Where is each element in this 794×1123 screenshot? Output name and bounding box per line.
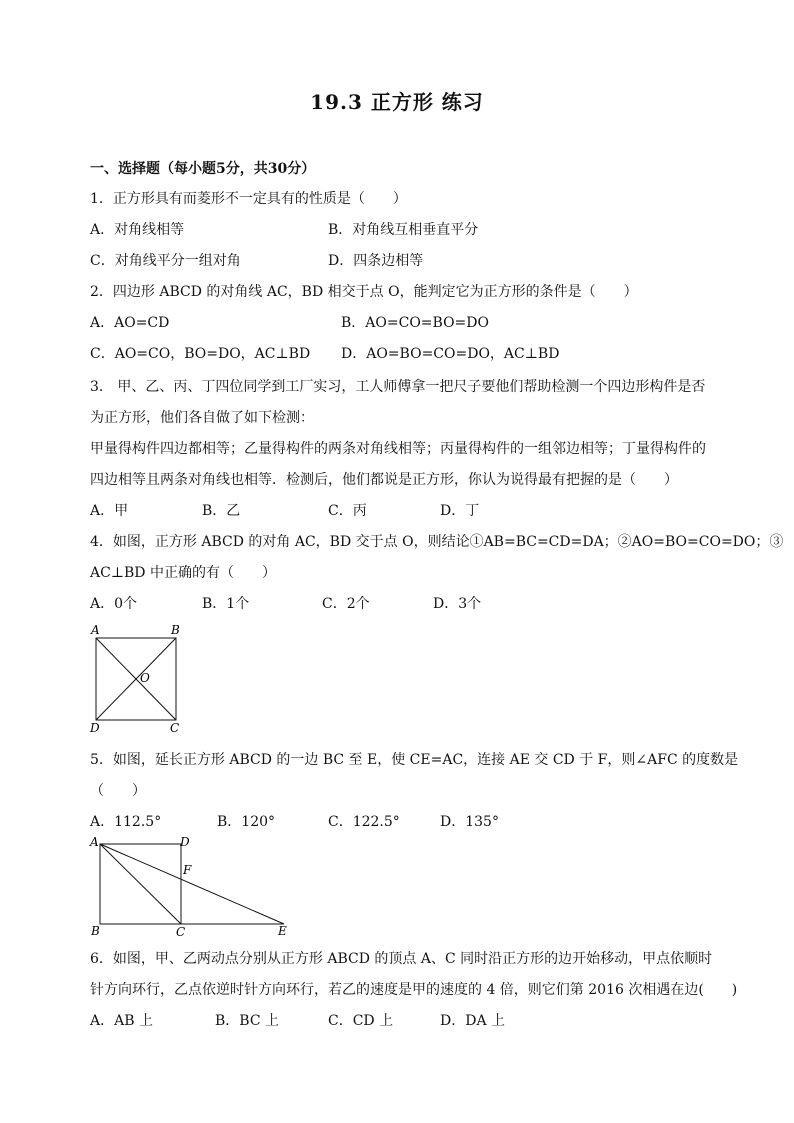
section-heading: 一、选择题（每小题5分，共30分）: [90, 161, 316, 177]
question-5-option-d[interactable]: D．135°: [440, 814, 499, 830]
question-5-option-a[interactable]: A．112.5°: [90, 814, 162, 830]
vertex-label-c: C: [170, 721, 180, 735]
vertex-label-b: B: [91, 924, 100, 938]
vertex-label-e: E: [278, 924, 287, 938]
question-6-line-1: 6．如图，甲、乙两动点分别从正方形 ABCD 的顶点 A、C 同时沿正方形的边开始移动，甲点依顺时: [90, 951, 713, 967]
question-3-option-c[interactable]: C．丙: [328, 503, 367, 519]
question-3-line-2: 为正方形，他们各自做了如下检测：: [90, 410, 314, 426]
vertex-label-a: A: [90, 835, 99, 849]
question-3-option-a[interactable]: A．甲: [90, 503, 129, 519]
question-6-option-c[interactable]: C．CD 上: [328, 1013, 394, 1029]
question-6-option-b[interactable]: B．BC 上: [215, 1013, 279, 1029]
question-4-line-2: AC⊥BD 中正确的有（ ）: [90, 565, 276, 581]
question-3-line-3: 甲量得构件四边都相等；乙量得构件的两条对角线相等；丙量得构件的一组邻边相等；丁量得构件的: [90, 441, 706, 457]
question-2-option-a[interactable]: A．AO=CD: [90, 315, 170, 331]
question-5-option-b[interactable]: B．120°: [217, 814, 276, 830]
question-4-option-d[interactable]: D．3个: [433, 596, 482, 612]
question-5-line-1: 5．如图，延长正方形 ABCD 的一边 BC 至 E，使 CE=AC，连接 AE 交 CD 于 F，则∠AFC 的度数是: [90, 752, 739, 768]
question-3-line-1: 3． 甲、乙、丙、丁四位同学到工厂实习，工人师傅拿一把尺子要他们帮助检测一个四边形构件是否: [90, 379, 706, 395]
question-1-option-b[interactable]: B．对角线互相垂直平分: [328, 222, 479, 238]
question-4-option-c[interactable]: C．2个: [322, 596, 370, 612]
question-5-option-c[interactable]: C．122.5°: [328, 814, 400, 830]
question-3-line-4: 四边相等且两条对角线也相等．检测后，他们都说是正方形，你认为说得最有把握的是（ ）: [90, 472, 678, 488]
diagonal-ac: [100, 844, 181, 924]
vertex-label-c: C: [176, 925, 186, 939]
question-2-option-b[interactable]: B．AO=CO=BO=DO: [341, 315, 489, 331]
segment-ae: [100, 844, 284, 924]
question-1-option-c[interactable]: C．对角线平分一组对角: [90, 253, 241, 269]
question-1-option-a[interactable]: A．对角线相等: [90, 222, 185, 238]
question-4-option-b[interactable]: B．1个: [202, 596, 250, 612]
question-6-option-a[interactable]: A．AB 上: [90, 1013, 153, 1029]
question-2-option-d[interactable]: D．AO=BO=CO=DO，AC⊥BD: [341, 346, 560, 362]
vertex-label-d: D: [180, 835, 190, 849]
question-4-square-figure: [86, 622, 196, 742]
question-5-square-figure: [86, 832, 300, 946]
vertex-label-b: B: [171, 623, 180, 637]
question-6-line-2: 针方向环行，乙点依逆时针方向环行，若乙的速度是甲的速度的 4 倍，则它们第 2016 次相遇在边( ): [90, 982, 738, 998]
question-1-option-d[interactable]: D．四条边相等: [328, 253, 424, 269]
question-4-line-1: 4．如图，正方形 ABCD 的对角 AC，BD 交于点 O，则结论①AB=BC=CD=DA；②AO=BO=CO=DO；③: [90, 534, 784, 550]
center-label-o: O: [140, 671, 150, 685]
point-label-f: F: [183, 863, 192, 877]
question-4-option-a[interactable]: A．0个: [90, 596, 138, 612]
question-3-option-d[interactable]: D．丁: [440, 503, 480, 519]
question-1-stem: 1．正方形具有而菱形不一定具有的性质是（ ）: [90, 191, 407, 207]
question-6-option-d[interactable]: D．DA 上: [440, 1013, 506, 1029]
page-title: 19.3 正方形 练习: [310, 90, 484, 114]
question-2-option-c[interactable]: C．AO=CO，BO=DO，AC⊥BD: [90, 346, 311, 362]
question-5-line-2: （ ）: [90, 783, 146, 799]
vertex-label-d: D: [90, 721, 100, 735]
vertex-label-a: A: [91, 623, 100, 637]
question-2-stem: 2．四边形 ABCD 的对角线 AC，BD 相交于点 O，能判定它为正方形的条件是（ ）: [90, 284, 638, 300]
question-3-option-b[interactable]: B．乙: [202, 503, 241, 519]
